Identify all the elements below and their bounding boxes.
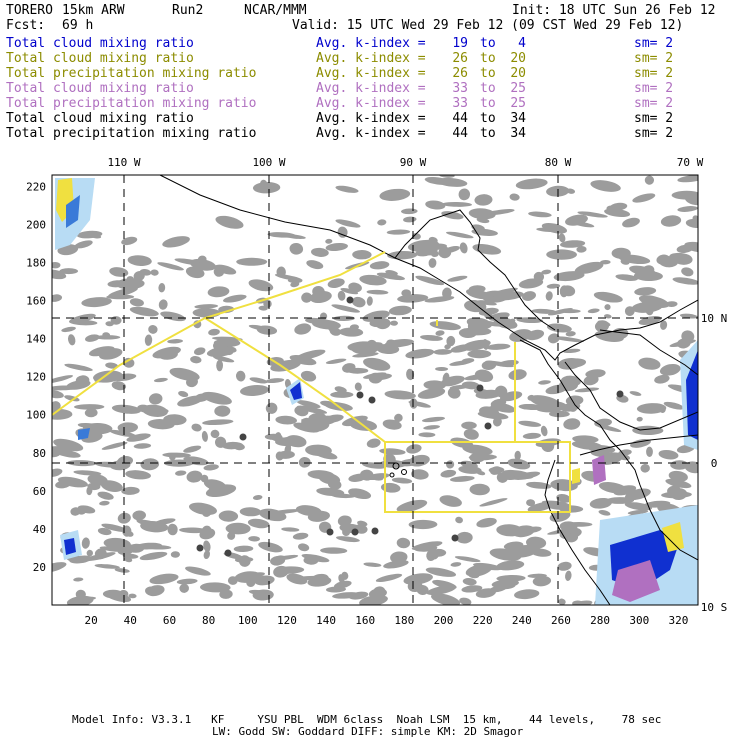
legend-avg: Avg. k-index = (316, 111, 426, 126)
longitude-label: 80 W (544, 156, 572, 169)
legend-lo: 25 (510, 81, 526, 96)
legend-sm: sm= 2 (634, 111, 674, 126)
longitude-label: 70 W (676, 156, 704, 169)
legend-to: to (480, 126, 496, 141)
forecast-hours: 69 h (62, 18, 94, 33)
heavy-cloud-spot (372, 528, 379, 535)
forecast-label: Fcst: (6, 18, 46, 33)
legend-name: Total cloud mixing ratio (6, 51, 194, 66)
cloud-patch (236, 258, 267, 266)
init-time: Init: 18 UTC Sun 26 Feb 12 (512, 3, 716, 18)
legend-sm: sm= 2 (634, 81, 674, 96)
heavy-cloud-spot (352, 529, 359, 536)
cloud-patch (461, 422, 477, 430)
legend-row (6, 36, 726, 51)
latitude-label: 10 N (700, 312, 728, 325)
legend-avg: Avg. k-index = (316, 81, 426, 96)
x-tick-label: 320 (668, 614, 689, 627)
legend-to: to (480, 96, 496, 111)
y-tick-label: 40 (32, 522, 46, 536)
heavy-cloud-spot (357, 392, 364, 399)
legend-avg: Avg. k-index = (316, 126, 426, 141)
weather-map (0, 150, 740, 627)
x-tick-label: 20 (84, 614, 98, 627)
heavy-cloud-spot (477, 385, 484, 392)
legend-avg: Avg. k-index = (316, 96, 426, 111)
legend-hi: 26 (452, 66, 468, 81)
legend-lo: 20 (510, 66, 526, 81)
legend-avg: Avg. k-index = (316, 51, 426, 66)
blue-cloud-sw (64, 538, 76, 555)
heavy-cloud-spot (327, 529, 334, 536)
y-tick-label: 120 (26, 370, 46, 384)
legend-avg: Avg. k-index = (316, 66, 426, 81)
cloud-patch (672, 191, 702, 200)
model-name: TORERO (6, 3, 53, 18)
legend-lo: 34 (510, 126, 526, 141)
center-label: NCAR/MMM (244, 3, 307, 18)
legend-row (6, 111, 726, 126)
x-tick-label: 200 (433, 614, 454, 627)
legend-name: Total cloud mixing ratio (6, 36, 194, 51)
legend-row (6, 51, 726, 66)
cloud-patch (390, 321, 398, 326)
x-tick-label: 280 (590, 614, 611, 627)
x-tick-label: 160 (355, 614, 376, 627)
x-tick-label: 140 (316, 614, 336, 627)
longitude-label: 100 W (252, 156, 286, 169)
model-resolution: 15km ARW (62, 3, 125, 18)
heavy-cloud-spot (452, 535, 459, 542)
y-tick-label: 180 (26, 256, 46, 270)
x-tick-label: 220 (472, 614, 493, 627)
heavy-cloud-spot (347, 297, 354, 304)
heavy-cloud-spot (225, 550, 232, 557)
heavy-cloud-spot (369, 397, 376, 404)
x-tick-label: 80 (201, 614, 216, 627)
y-tick-label: 220 (26, 180, 46, 194)
legend-hi: 33 (452, 81, 468, 96)
x-tick-label: 240 (511, 614, 532, 627)
yellow-cloud-andes (572, 468, 580, 484)
legend-row (6, 126, 726, 141)
model-info: Model Info: V3.3.1 KF YSU PBL WDM 6class Noah LSM 15 km, 44 levels, 78 sec (72, 713, 662, 726)
heavy-cloud-spot (197, 545, 204, 552)
legend-to: to (480, 51, 496, 66)
cloud-patch (50, 262, 61, 268)
legend-row (6, 66, 726, 81)
y-tick-label: 80 (32, 446, 46, 460)
legend-hi: 44 (452, 126, 468, 141)
y-tick-label: 140 (26, 332, 46, 346)
valid-time: Valid: 15 UTC Wed 29 Feb 12 (09 CST Wed 29 Feb 12) (292, 18, 684, 33)
y-tick-label: 100 (26, 408, 46, 422)
legend-row (6, 81, 726, 96)
legend-name: Total precipitation mixing ratio (6, 66, 257, 81)
legend-sm: sm= 2 (634, 66, 674, 81)
heavy-cloud-spot (617, 391, 624, 398)
legend-to: to (480, 66, 496, 81)
legend-name: Total precipitation mixing ratio (6, 96, 257, 111)
heavy-cloud-spot (485, 423, 492, 430)
legend-sm: sm= 2 (634, 51, 674, 66)
heavy-cloud-spot (240, 434, 247, 441)
legend-lo: 25 (510, 96, 526, 111)
x-tick-label: 120 (276, 614, 297, 627)
legend-to: to (480, 36, 496, 51)
legend-hi: 19 (452, 36, 468, 51)
y-tick-label: 60 (32, 484, 46, 498)
legend-sm: sm= 2 (634, 96, 674, 111)
latitude-label: 0 (710, 457, 718, 470)
legend-lo: 20 (510, 51, 526, 66)
legend-to: to (480, 81, 496, 96)
legend-sm: sm= 2 (634, 126, 674, 141)
run-label: Run2 (172, 3, 204, 18)
latitude-label: 10 S (700, 601, 728, 614)
physics-info: LW: Godd SW: Goddard DIFF: simple KM: 2D Smagor (212, 725, 524, 738)
longitude-label: 90 W (399, 156, 427, 169)
cloud-patch (216, 360, 223, 372)
legend-name: Total cloud mixing ratio (6, 111, 194, 126)
legend-name: Total cloud mixing ratio (6, 81, 194, 96)
purple-cloud-andes (592, 455, 606, 485)
legend-name: Total precipitation mixing ratio (6, 126, 257, 141)
legend-hi: 44 (452, 111, 468, 126)
legend-row (6, 96, 726, 111)
legend-lo: 34 (510, 111, 526, 126)
y-tick-label: 160 (26, 294, 46, 308)
legend-hi: 26 (452, 51, 468, 66)
legend-avg: Avg. k-index = (316, 36, 426, 51)
y-tick-label: 200 (26, 218, 46, 232)
longitude-label: 110 W (107, 156, 141, 169)
x-tick-label: 260 (551, 614, 571, 627)
legend-sm: sm= 2 (634, 36, 674, 51)
x-tick-label: 100 (237, 614, 258, 627)
y-tick-label: 20 (32, 560, 46, 574)
legend-lo: 4 (518, 36, 526, 51)
x-tick-label: 60 (162, 614, 177, 627)
x-tick-label: 180 (394, 614, 415, 627)
legend-hi: 33 (452, 96, 468, 111)
x-tick-label: 40 (123, 614, 137, 627)
legend-to: to (480, 111, 496, 126)
x-tick-label: 300 (629, 614, 650, 627)
